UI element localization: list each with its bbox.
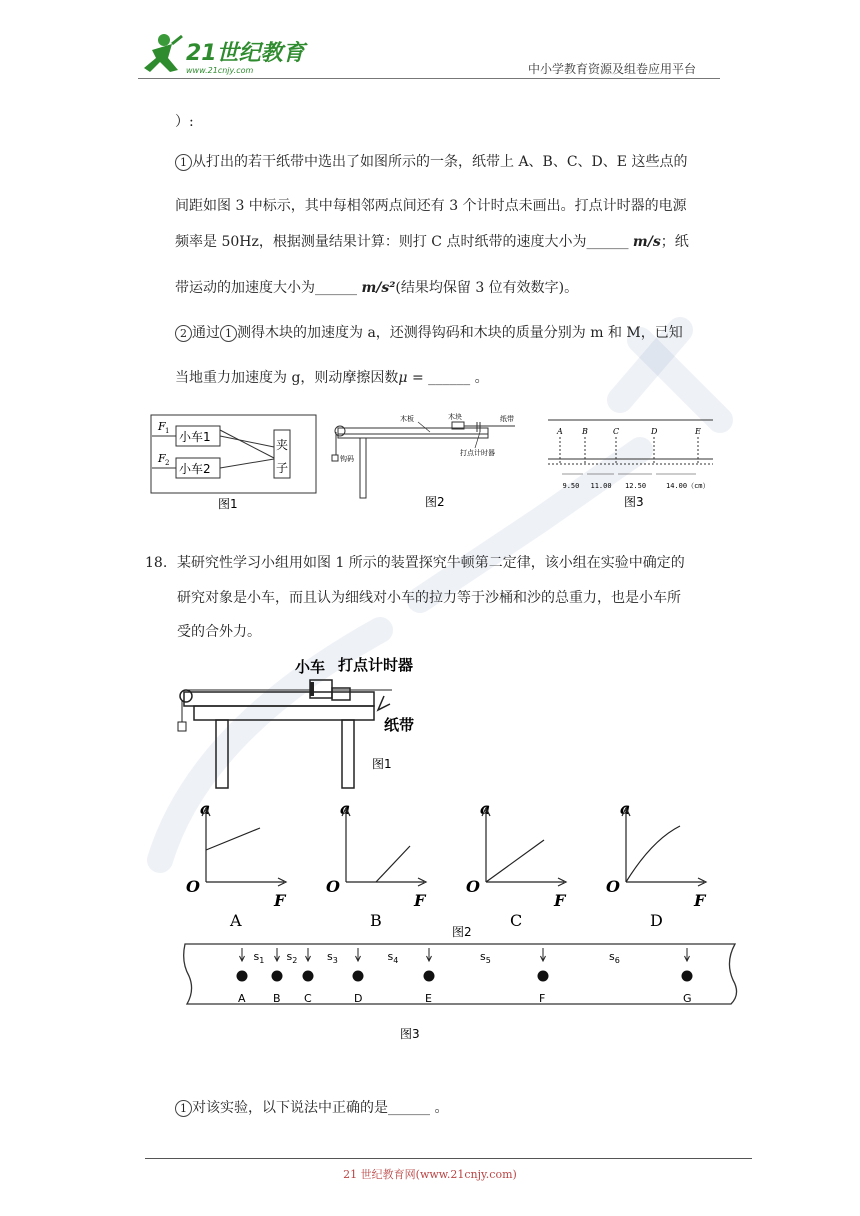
tape-dot	[237, 971, 248, 982]
svg-text:www.21cnjy.com: www.21cnjy.com	[186, 66, 254, 75]
tape-dot-label: D	[354, 992, 363, 1005]
af-graph	[326, 799, 427, 930]
svg-text:夹: 夹	[276, 438, 289, 452]
q17-part1-line4: 带运动的加速度大小为______ m/s²(结果均保留 3 位有效数字)。	[175, 280, 579, 296]
option-letter: A	[230, 911, 242, 930]
tape-dot-label: C	[304, 992, 312, 1005]
footer-text: 21 世纪教育网(www.21cnjy.com)	[343, 1168, 517, 1181]
option-letter: C	[510, 911, 523, 930]
svg-text:a: a	[620, 799, 631, 818]
af-curve	[486, 840, 544, 882]
tape-point-label: D	[651, 427, 658, 436]
q18-sub1: 1 对该实验，以下说法中正确的是______ 。	[175, 1098, 448, 1118]
svg-text:打点计时器: 打点计时器	[338, 656, 414, 674]
q18-number: 18.	[145, 555, 168, 571]
segment-label: $s_6$	[609, 950, 620, 965]
tape-dot	[424, 971, 435, 982]
svg-text:图3: 图3	[400, 1027, 420, 1040]
svg-text:a: a	[480, 799, 491, 818]
tape-dot-label: B	[273, 992, 281, 1005]
distance-label: 9.50	[562, 482, 580, 490]
segment-label: $s_2$	[286, 950, 298, 965]
distance-label: 11.00	[590, 482, 612, 490]
option-letter: B	[370, 911, 382, 930]
af-curve	[626, 826, 680, 882]
tape-point-label: B	[582, 427, 588, 436]
header-divider	[138, 78, 720, 79]
footer-divider	[145, 1158, 752, 1159]
svg-text:木块: 木块	[448, 413, 462, 421]
tape-dot	[682, 971, 693, 982]
svg-text:小车1: 小车1	[179, 430, 211, 444]
tape-dot	[538, 971, 549, 982]
tape-dot	[272, 971, 283, 982]
svg-text:a: a	[200, 799, 211, 818]
svg-text:纸带: 纸带	[384, 716, 415, 734]
q17-part2-line2: 当地重力加速度为 g，则动摩擦因数μ = ______ 。	[175, 370, 489, 386]
svg-text:a: a	[340, 799, 351, 818]
segment-label: $s_5$	[480, 950, 491, 965]
svg-text:2: 2	[165, 459, 170, 467]
svg-text:图1: 图1	[218, 497, 238, 511]
segment-label: $s_3$	[327, 950, 338, 965]
af-graph	[606, 799, 707, 930]
svg-text:小车2: 小车2	[179, 462, 211, 476]
tape-point-label: C	[613, 427, 620, 436]
q18-line2: 研究对象是小车，而且认为细线对小车的拉力等于沙桶和沙的总重力，也是小车所	[177, 590, 681, 606]
q18-fig3-tape	[175, 940, 745, 1040]
fig2-block-on-board	[330, 410, 520, 510]
q18-fig1-apparatus	[172, 652, 432, 792]
tape-point-label: E	[695, 427, 701, 436]
segment-label: $s_1$	[253, 950, 265, 965]
q18-line3: 受的合外力。	[177, 624, 261, 640]
tape-dot-label: E	[425, 992, 432, 1005]
svg-text:1: 1	[165, 427, 170, 435]
svg-text:纸带: 纸带	[500, 415, 514, 423]
tape-dot-label: G	[683, 992, 692, 1005]
svg-text:O: O	[606, 877, 620, 896]
svg-text:F: F	[414, 891, 426, 910]
af-graph	[466, 799, 567, 930]
distance-label: 14.00（cm）	[666, 482, 710, 490]
svg-text:图3: 图3	[624, 495, 644, 509]
header-platform-text: 中小学教育资源及组卷应用平台	[528, 62, 697, 76]
circled-number: 1	[175, 154, 192, 171]
svg-text:木板: 木板	[400, 415, 414, 423]
svg-text:小车: 小车	[295, 658, 326, 676]
tape-dot	[303, 971, 314, 982]
q17-part1-line3: 频率是 50Hz，根据测量结果计算：则打 C 点时纸带的速度大小为______ m/s；纸	[175, 234, 689, 250]
svg-text:图2: 图2	[452, 925, 472, 939]
svg-text:子: 子	[276, 461, 289, 475]
svg-text:O: O	[186, 877, 200, 896]
tape-dot-label: A	[238, 992, 246, 1005]
runner-logo-icon	[138, 30, 308, 78]
q18-fig2-graphs	[180, 796, 740, 942]
svg-text:F: F	[554, 891, 566, 910]
tape-dot-label: F	[539, 992, 546, 1005]
tape-dot	[353, 971, 364, 982]
svg-text:图1: 图1	[372, 757, 392, 771]
svg-text:F: F	[158, 452, 166, 465]
q17-part2-line1: 2 通过 1 测得木块的加速度为 a，还测得钩码和木块的质量分别为 m 和 M，已知	[175, 323, 683, 343]
q18-line1: 某研究性学习小组用如图 1 所示的装置探究牛顿第二定律，该小组在实验中确定的	[177, 555, 685, 571]
fig1-two-carts	[148, 412, 318, 512]
svg-text:F: F	[694, 891, 706, 910]
svg-text:图2: 图2	[425, 495, 445, 509]
site-logo	[138, 30, 308, 82]
q17-part1-line1: 1 从打出的若干纸带中选出了如图所示的一条，纸带上 A、B、C、D、E 这些点的	[175, 152, 687, 172]
option-letter: D	[650, 911, 663, 930]
q17-tail: ）:	[175, 114, 194, 130]
distance-label: 12.50	[625, 482, 647, 490]
svg-text:F: F	[158, 420, 166, 433]
q17-part1-line2: 间距如图 3 中标示，其中每相邻两点间还有 3 个计时点未画出。打点计时器的电源	[175, 198, 687, 214]
svg-text:打点计时器: 打点计时器	[460, 449, 495, 457]
fig3-ticker-tape	[548, 414, 718, 510]
af-curve	[206, 828, 260, 850]
svg-text:O: O	[466, 877, 480, 896]
svg-text:O: O	[326, 877, 340, 896]
segment-label: $s_4$	[387, 950, 399, 965]
svg-text:21世纪教育: 21世纪教育	[186, 41, 305, 66]
af-graph	[186, 799, 287, 930]
svg-text:F: F	[274, 891, 286, 910]
af-curve	[376, 846, 410, 882]
svg-text:钩码: 钩码	[340, 455, 354, 463]
tape-point-label: A	[557, 427, 563, 436]
